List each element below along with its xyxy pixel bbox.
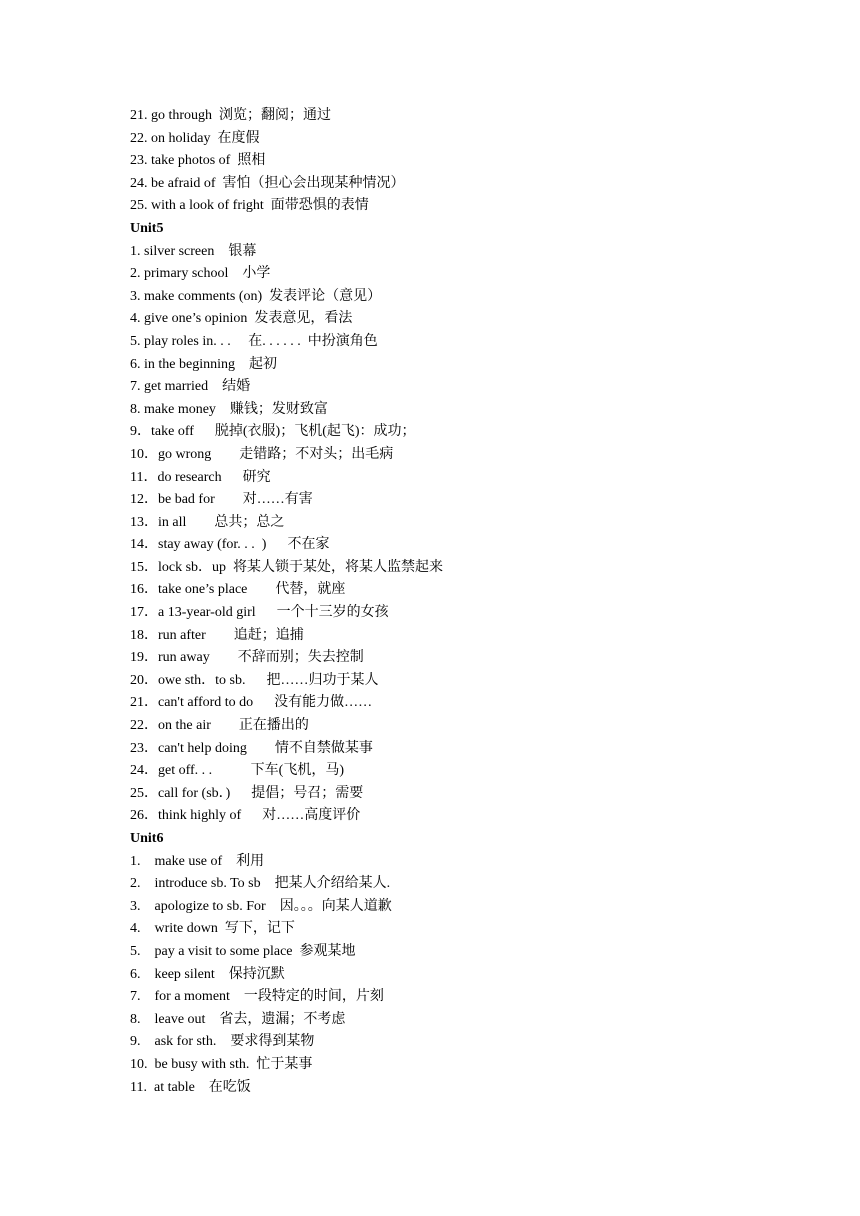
vocab-entry: 5. play roles in. . . 在. . . . . . 中扮演角色 xyxy=(130,333,378,349)
vocab-entry: 8. make money 赚钱；发财致富 xyxy=(130,401,328,417)
vocab-entry: 22. on holiday 在度假 xyxy=(130,130,260,146)
vocab-entry: 23．can't help doing 情不自禁做某事 xyxy=(130,740,373,756)
vocab-entry: 11．do research 研究 xyxy=(130,469,271,485)
unit-heading: Unit5 xyxy=(130,220,164,236)
vocab-entry: 6. in the beginning 起初 xyxy=(130,356,277,372)
vocab-entry: 26．think highly of 对……高度评价 xyxy=(130,808,361,824)
vocab-entry: 10．go wrong 走错路；不对头；出毛病 xyxy=(130,446,394,462)
vocab-entry: 14．stay away (for. . . ) 不在家 xyxy=(130,537,330,553)
vocab-entry: 4. give one’s opinion 发表意见，看法 xyxy=(130,311,353,327)
vocab-entry: 2. introduce sb. To sb 把某人介绍给某人. xyxy=(130,876,391,892)
vocab-entry: 8. leave out 省去，遗漏；不考虑 xyxy=(130,1011,346,1027)
vocab-entry: 3. apologize to sb. For 因。。。向某人道歉 xyxy=(130,898,392,914)
vocab-entry: 6. keep silent 保持沉默 xyxy=(130,966,285,982)
vocab-entry: 25．call for (sb．) 提倡；号召；需要 xyxy=(130,785,364,801)
vocab-entry: 21. go through 浏览；翻阅；通过 xyxy=(130,108,332,123)
vocab-entry: 24．get off. . . 下车(飞机，马) xyxy=(130,763,344,779)
vocab-entry: 13．in all 总共；总之 xyxy=(130,514,285,530)
vocab-entry: 17．a 13-year-old girl 一个十三岁的女孩 xyxy=(130,605,389,621)
vocab-entry: 24. be afraid of 害怕（担心会出现某种情况） xyxy=(130,175,405,191)
vocab-entry: 18．run after 追赶；追捕 xyxy=(130,627,304,643)
vocab-entry: 1. silver screen 银幕 xyxy=(130,243,257,259)
vocab-entry: 12．be bad for 对……有害 xyxy=(130,492,313,508)
vocab-entry: 9. ask for sth. 要求得到某物 xyxy=(130,1034,315,1050)
vocab-entry: 16．take one’s place 代替，就座 xyxy=(130,582,346,598)
vocabulary-list xyxy=(130,105,810,1099)
vocab-entry: 7. for a moment 一段特定的时间，片刻 xyxy=(130,989,384,1005)
vocab-entry: 4. write down 写下，记下 xyxy=(130,921,295,937)
vocab-entry: 19．run away 不辞而别；失去控制 xyxy=(130,650,364,666)
vocab-entry: 22．on the air 正在播出的 xyxy=(130,718,309,734)
unit-heading: Unit6 xyxy=(130,831,164,846)
vocab-entry: 3. make comments (on) 发表评论（意见） xyxy=(130,288,382,304)
vocab-entry: 10. be busy with sth. 忙于某事 xyxy=(130,1056,313,1072)
vocab-entry: 21．can't afford to do 没有能力做…… xyxy=(130,695,373,711)
vocab-entry: 25. with a look of fright 面带恐惧的表情 xyxy=(130,198,369,214)
vocab-entry: 2. primary school 小学 xyxy=(130,266,271,282)
vocab-entry: 7. get married 结婚 xyxy=(130,379,251,395)
vocab-entry: 1. make use of 利用 xyxy=(130,853,265,869)
vocab-entry: 9．take off 脱掉(衣服)；飞机(起飞)：成功； xyxy=(130,424,416,440)
vocab-entry: 5. pay a visit to some place 参观某地 xyxy=(130,943,356,959)
vocab-entry: 11. at table 在吃饭 xyxy=(130,1079,251,1095)
vocab-entry: 20．owe sth．to sb. 把……归功于某人 xyxy=(130,672,379,688)
vocab-entry: 23. take photos of 照相 xyxy=(130,153,266,169)
vocab-entry: 15．lock sb．up 将某人锁于某处，将某人监禁起来 xyxy=(130,559,444,575)
